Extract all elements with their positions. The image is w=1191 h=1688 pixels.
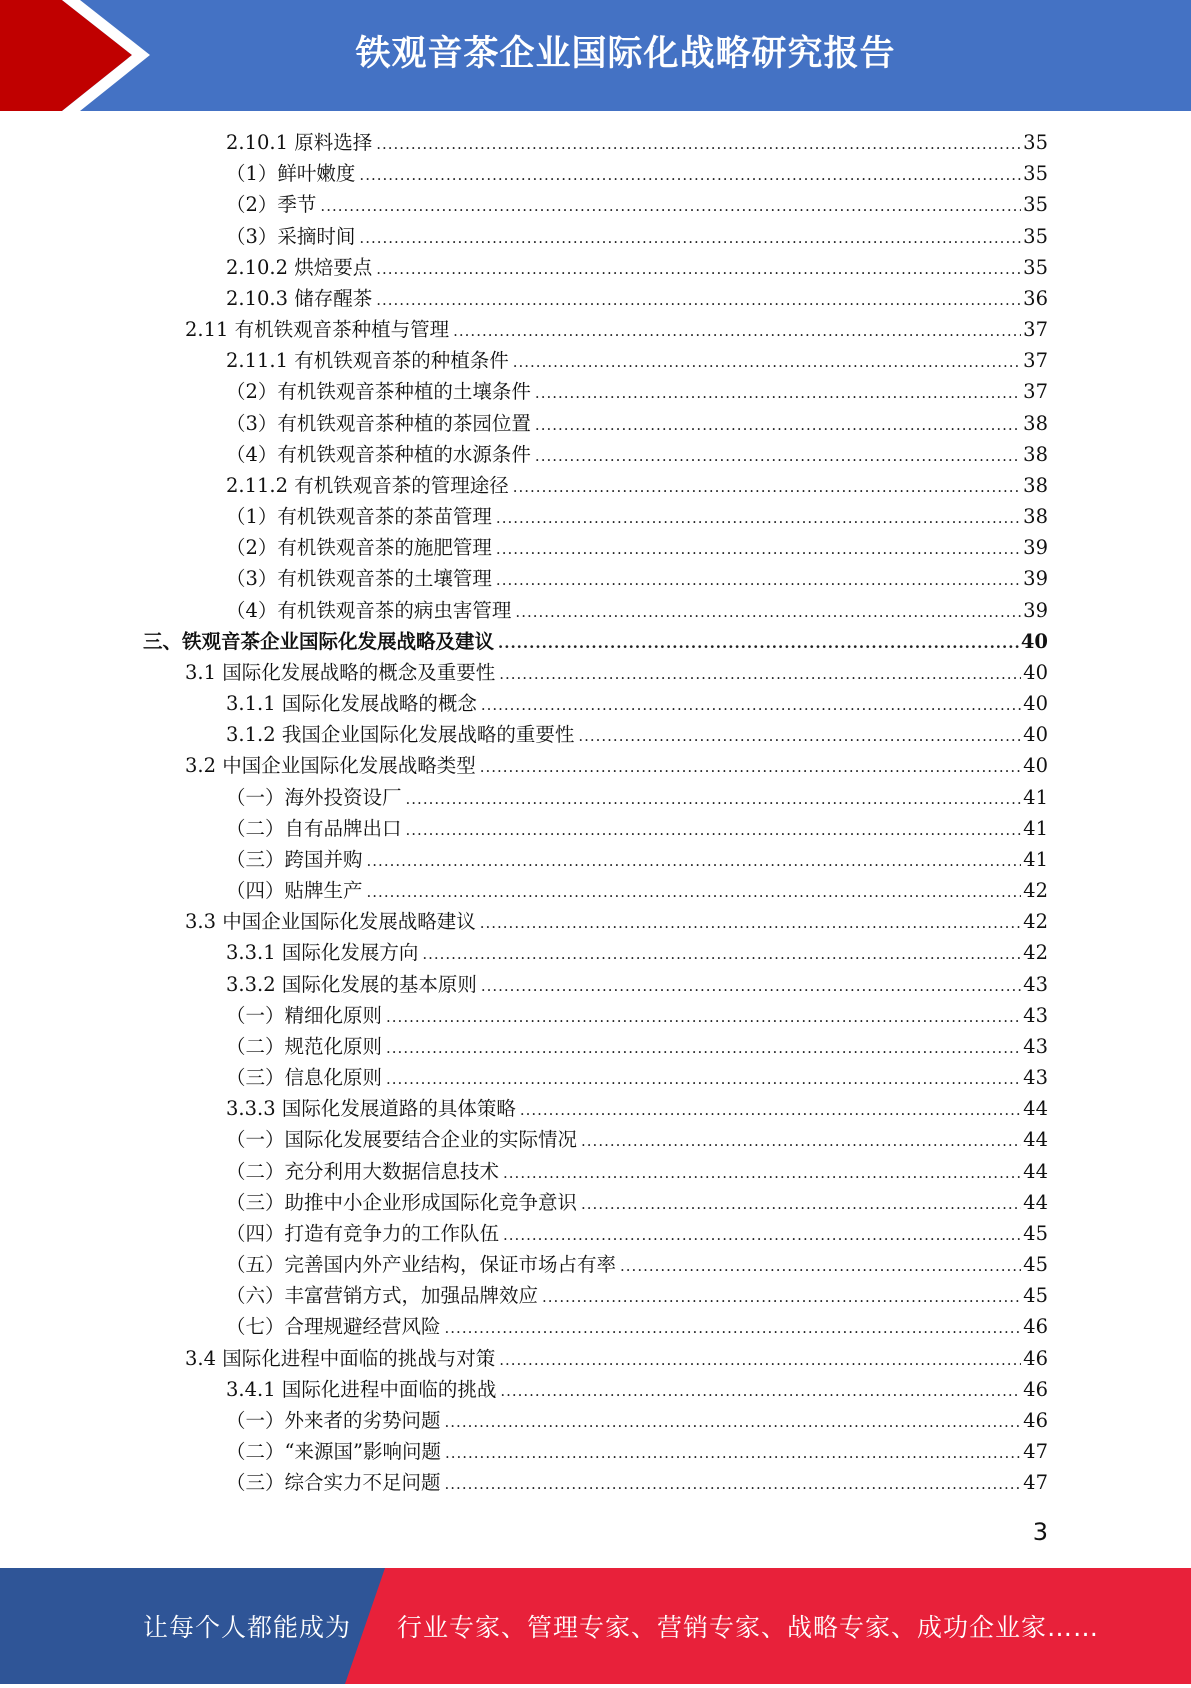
toc-entry-page: 46 (1023, 1409, 1048, 1432)
toc-dot-leader (496, 509, 1021, 527)
toc-dot-leader (376, 135, 1021, 153)
toc-entry-page: 44 (1023, 1128, 1048, 1151)
toc-entry-title: （三）助推中小企业形成国际化竞争意识 (226, 1191, 578, 1214)
toc-entry-title: （五）完善国内外产业结构，保证市场占有率 (226, 1253, 617, 1276)
toc-entry-page: 40 (1023, 723, 1048, 746)
toc-entry-title: （一）精细化原则 (226, 1004, 383, 1027)
page-number: 3 (1032, 1518, 1048, 1546)
page-header (0, 0, 1191, 111)
toc-entry-title: 三、铁观音茶企业国际化发展战略及建议 (143, 630, 495, 653)
toc-entry-title: （2）季节 (226, 193, 317, 216)
toc-entry-title: （二）自有品牌出口 (226, 817, 402, 840)
toc-dot-leader (578, 727, 1021, 745)
toc-entry-page: 42 (1023, 879, 1048, 902)
toc-entry-title: （一）海外投资设厂 (226, 786, 402, 809)
toc-entry[interactable] (226, 221, 1048, 252)
toc-entry-title: （二）充分利用大数据信息技术 (226, 1160, 500, 1183)
toc-entry-title: 2.11.1 有机铁观音茶的种植条件 (226, 349, 509, 372)
toc-entry-page: 47 (1023, 1471, 1048, 1494)
toc-entry[interactable] (226, 345, 1048, 376)
toc-entry[interactable] (226, 1249, 1048, 1280)
toc-entry[interactable] (143, 626, 1048, 657)
toc-dot-leader (496, 540, 1021, 558)
toc-entry[interactable] (226, 1311, 1048, 1342)
report-title: 铁观音茶企业国际化战略研究报告 (355, 34, 896, 74)
toc-entry-title: （四）打造有竞争力的工作队伍 (226, 1222, 500, 1245)
toc-dot-leader (406, 790, 1022, 808)
toc-entry[interactable] (226, 470, 1048, 501)
toc-entry-page: 39 (1023, 599, 1048, 622)
toc-entry[interactable] (185, 1343, 1048, 1374)
toc-entry-page: 38 (1023, 412, 1048, 435)
toc-entry[interactable] (226, 1124, 1048, 1155)
toc-entry[interactable] (226, 252, 1048, 283)
toc-entry[interactable] (226, 501, 1048, 532)
toc-entry-title: 2.11 有机铁观音茶种植与管理 (185, 318, 450, 341)
toc-entry-title: （一）外来者的劣势问题 (226, 1409, 441, 1432)
toc-dot-leader (513, 478, 1021, 496)
footer-slogan-right: 行业专家、管理专家、营销专家、战略专家、成功企业家…… (397, 1613, 1100, 1642)
toc-entry[interactable] (226, 875, 1048, 906)
toc-entry[interactable] (226, 376, 1048, 407)
toc-dot-leader (445, 1413, 1022, 1431)
toc-entry-title: 2.10.1 原料选择 (226, 131, 373, 154)
toc-entry[interactable] (226, 1187, 1048, 1218)
toc-entry-page: 38 (1023, 474, 1048, 497)
toc-entry[interactable] (226, 1093, 1048, 1124)
toc-entry[interactable] (226, 1436, 1048, 1467)
toc-entry-title: 3.3.3 国际化发展道路的具体策略 (226, 1097, 516, 1120)
toc-dot-leader (620, 1257, 1021, 1275)
toc-dot-leader (503, 1226, 1021, 1244)
toc-dot-leader (376, 291, 1021, 309)
toc-dot-leader (320, 197, 1021, 215)
toc-entry-page: 35 (1023, 256, 1048, 279)
toc-entry-title: （3）有机铁观音茶的土壤管理 (226, 567, 492, 590)
toc-entry-page: 46 (1023, 1347, 1048, 1370)
toc-entry-page: 35 (1023, 162, 1048, 185)
toc-entry-page: 42 (1023, 941, 1048, 964)
footer-slogan-left: 让每个人都能成为 (143, 1613, 352, 1642)
toc-dot-leader (520, 1101, 1021, 1119)
toc-entry[interactable] (226, 283, 1048, 314)
toc-entry-title: （三）跨国并购 (226, 848, 363, 871)
toc-entry-title: 3.4.1 国际化进程中面临的挑战 (226, 1378, 497, 1401)
toc-entry-title: 3.2 中国企业国际化发展战略类型 (185, 754, 476, 777)
toc-dot-leader (376, 260, 1021, 278)
toc-entry-title: （4）有机铁观音茶的病虫害管理 (226, 599, 512, 622)
toc-entry-page: 35 (1023, 131, 1048, 154)
toc-dot-leader (515, 603, 1021, 621)
toc-dot-leader (480, 914, 1021, 932)
toc-dot-leader (581, 1195, 1021, 1213)
toc-entry-page: 40 (1023, 661, 1048, 684)
toc-entry-title: （二）“来源国”影响问题 (226, 1440, 441, 1463)
toc-entry[interactable] (226, 1218, 1048, 1249)
toc-entry-page: 38 (1023, 505, 1048, 528)
toc-entry-page: 43 (1023, 1066, 1048, 1089)
toc-entry-page: 40 (1020, 630, 1048, 653)
toc-dot-leader (422, 945, 1021, 963)
toc-entry-title: （一）国际化发展要结合企业的实际情况 (226, 1128, 578, 1151)
toc-entry-page: 45 (1023, 1284, 1048, 1307)
toc-entry-title: 2.11.2 有机铁观音茶的管理途径 (226, 474, 509, 497)
toc-entry-page: 43 (1023, 1035, 1048, 1058)
toc-dot-leader (503, 1164, 1021, 1182)
toc-dot-leader (581, 1132, 1021, 1150)
toc-entry-title: （3）采摘时间 (226, 225, 356, 248)
toc-entry-title: （三）信息化原则 (226, 1066, 383, 1089)
toc-entry-page: 41 (1023, 817, 1048, 840)
toc-entry-title: 3.4 国际化进程中面临的挑战与对策 (185, 1347, 496, 1370)
toc-dot-leader (535, 416, 1021, 434)
toc-entry-page: 44 (1023, 1160, 1048, 1183)
toc-entry-title: （三）综合实力不足问题 (226, 1471, 441, 1494)
toc-dot-leader (359, 166, 1021, 184)
toc-entry-title: （六）丰富营销方式，加强品牌效应 (226, 1284, 539, 1307)
toc-entry-title: （二）规范化原则 (226, 1035, 383, 1058)
toc-entry[interactable] (226, 1156, 1048, 1187)
toc-entry-title: 3.1.2 我国企业国际化发展战略的重要性 (226, 723, 575, 746)
toc-entry[interactable] (185, 657, 1048, 688)
toc-entry[interactable] (226, 782, 1048, 813)
toc-entry-title: 3.3.1 国际化发展方向 (226, 941, 419, 964)
toc-entry[interactable] (185, 314, 1048, 345)
toc-entry[interactable] (226, 1374, 1048, 1405)
toc-dot-leader (500, 1382, 1021, 1400)
toc-entry-page: 40 (1023, 754, 1048, 777)
toc-dot-leader (359, 229, 1021, 247)
toc-entry[interactable] (226, 189, 1048, 220)
toc-entry-title: 3.1 国际化发展战略的概念及重要性 (185, 661, 496, 684)
toc-entry-page: 43 (1023, 1004, 1048, 1027)
toc-dot-leader (542, 1288, 1021, 1306)
toc-entry[interactable] (226, 813, 1048, 844)
toc-entry-page: 35 (1023, 225, 1048, 248)
toc-dot-leader (386, 1070, 1021, 1088)
toc-entry-page: 36 (1023, 287, 1048, 310)
toc-entry[interactable] (226, 439, 1048, 470)
toc-entry-page: 45 (1023, 1222, 1048, 1245)
toc-entry-page: 44 (1023, 1191, 1048, 1214)
toc-dot-leader (535, 384, 1021, 402)
toc-dot-leader (499, 1351, 1021, 1369)
toc-entry-title: （2）有机铁观音茶种植的土壤条件 (226, 380, 531, 403)
toc-entry[interactable] (226, 532, 1048, 563)
toc-dot-leader (367, 883, 1022, 901)
toc-entry-page: 43 (1023, 973, 1048, 996)
toc-entry[interactable] (226, 969, 1048, 1000)
toc-entry-title: （四）贴牌生产 (226, 879, 363, 902)
toc-entry-page: 38 (1023, 443, 1048, 466)
toc-entry-title: 2.10.2 烘焙要点 (226, 256, 373, 279)
toc-entry-page: 42 (1023, 910, 1048, 933)
toc-dot-leader (481, 977, 1021, 995)
toc-entry-title: （1）鲜叶嫩度 (226, 162, 356, 185)
toc-dot-leader (445, 1444, 1021, 1462)
toc-dot-leader (445, 1319, 1022, 1337)
toc-entry-title: （4）有机铁观音茶种植的水源条件 (226, 443, 531, 466)
toc-dot-leader (496, 571, 1021, 589)
toc-entry[interactable] (226, 1405, 1048, 1436)
toc-entry[interactable] (226, 1467, 1048, 1498)
toc-entry[interactable] (226, 127, 1048, 158)
toc-entry-title: 2.10.3 储存醒茶 (226, 287, 373, 310)
toc-dot-leader (498, 634, 1019, 652)
toc-entry-page: 41 (1023, 786, 1048, 809)
toc-entry-page: 46 (1023, 1378, 1048, 1401)
toc-dot-leader (406, 821, 1022, 839)
toc-entry-page: 39 (1023, 536, 1048, 559)
toc-entry-page: 39 (1023, 567, 1048, 590)
toc-entry-title: （2）有机铁观音茶的施肥管理 (226, 536, 492, 559)
toc-entry-page: 46 (1023, 1315, 1048, 1338)
toc-entry-page: 45 (1023, 1253, 1048, 1276)
toc-entry[interactable] (226, 844, 1048, 875)
toc-dot-leader (386, 1039, 1021, 1057)
toc-entry-page: 37 (1023, 380, 1048, 403)
toc-entry[interactable] (226, 937, 1048, 968)
toc-dot-leader (481, 696, 1021, 714)
toc-entry[interactable] (226, 408, 1048, 439)
toc-entry[interactable] (226, 1000, 1048, 1031)
toc-dot-leader (499, 665, 1021, 683)
toc-entry-title: 3.1.1 国际化发展战略的概念 (226, 692, 477, 715)
toc-dot-leader (535, 447, 1021, 465)
toc-entry[interactable] (226, 595, 1048, 626)
toc-entry-page: 35 (1023, 193, 1048, 216)
toc-entry-page: 44 (1023, 1097, 1048, 1120)
toc-entry-title: 3.3.2 国际化发展的基本原则 (226, 973, 477, 996)
toc-entry[interactable] (185, 750, 1048, 781)
toc-entry-page: 37 (1023, 349, 1048, 372)
toc-entry-page: 47 (1023, 1440, 1048, 1463)
toc-dot-leader (367, 852, 1022, 870)
toc-entry-title: （3）有机铁观音茶种植的茶园位置 (226, 412, 531, 435)
toc-entry-page: 41 (1023, 848, 1048, 871)
toc-entry[interactable] (226, 719, 1048, 750)
toc-entry[interactable] (226, 563, 1048, 594)
toc-entry-title: （七）合理规避经营风险 (226, 1315, 441, 1338)
toc-dot-leader (453, 322, 1021, 340)
toc-entry[interactable] (226, 1280, 1048, 1311)
toc-entry[interactable] (226, 1062, 1048, 1093)
toc-entry-title: 3.3 中国企业国际化发展战略建议 (185, 910, 476, 933)
toc-entry-page: 37 (1023, 318, 1048, 341)
toc-entry[interactable] (226, 688, 1048, 719)
toc-entry[interactable] (226, 1031, 1048, 1062)
toc-dot-leader (445, 1475, 1022, 1493)
toc-entry-page: 40 (1023, 692, 1048, 715)
toc-entry-title: （1）有机铁观音茶的茶苗管理 (226, 505, 492, 528)
toc-dot-leader (513, 353, 1021, 371)
toc-entry[interactable] (226, 158, 1048, 189)
toc-dot-leader (480, 758, 1021, 776)
toc-entry[interactable] (185, 906, 1048, 937)
toc-dot-leader (386, 1008, 1021, 1026)
page-footer (0, 1568, 1191, 1684)
